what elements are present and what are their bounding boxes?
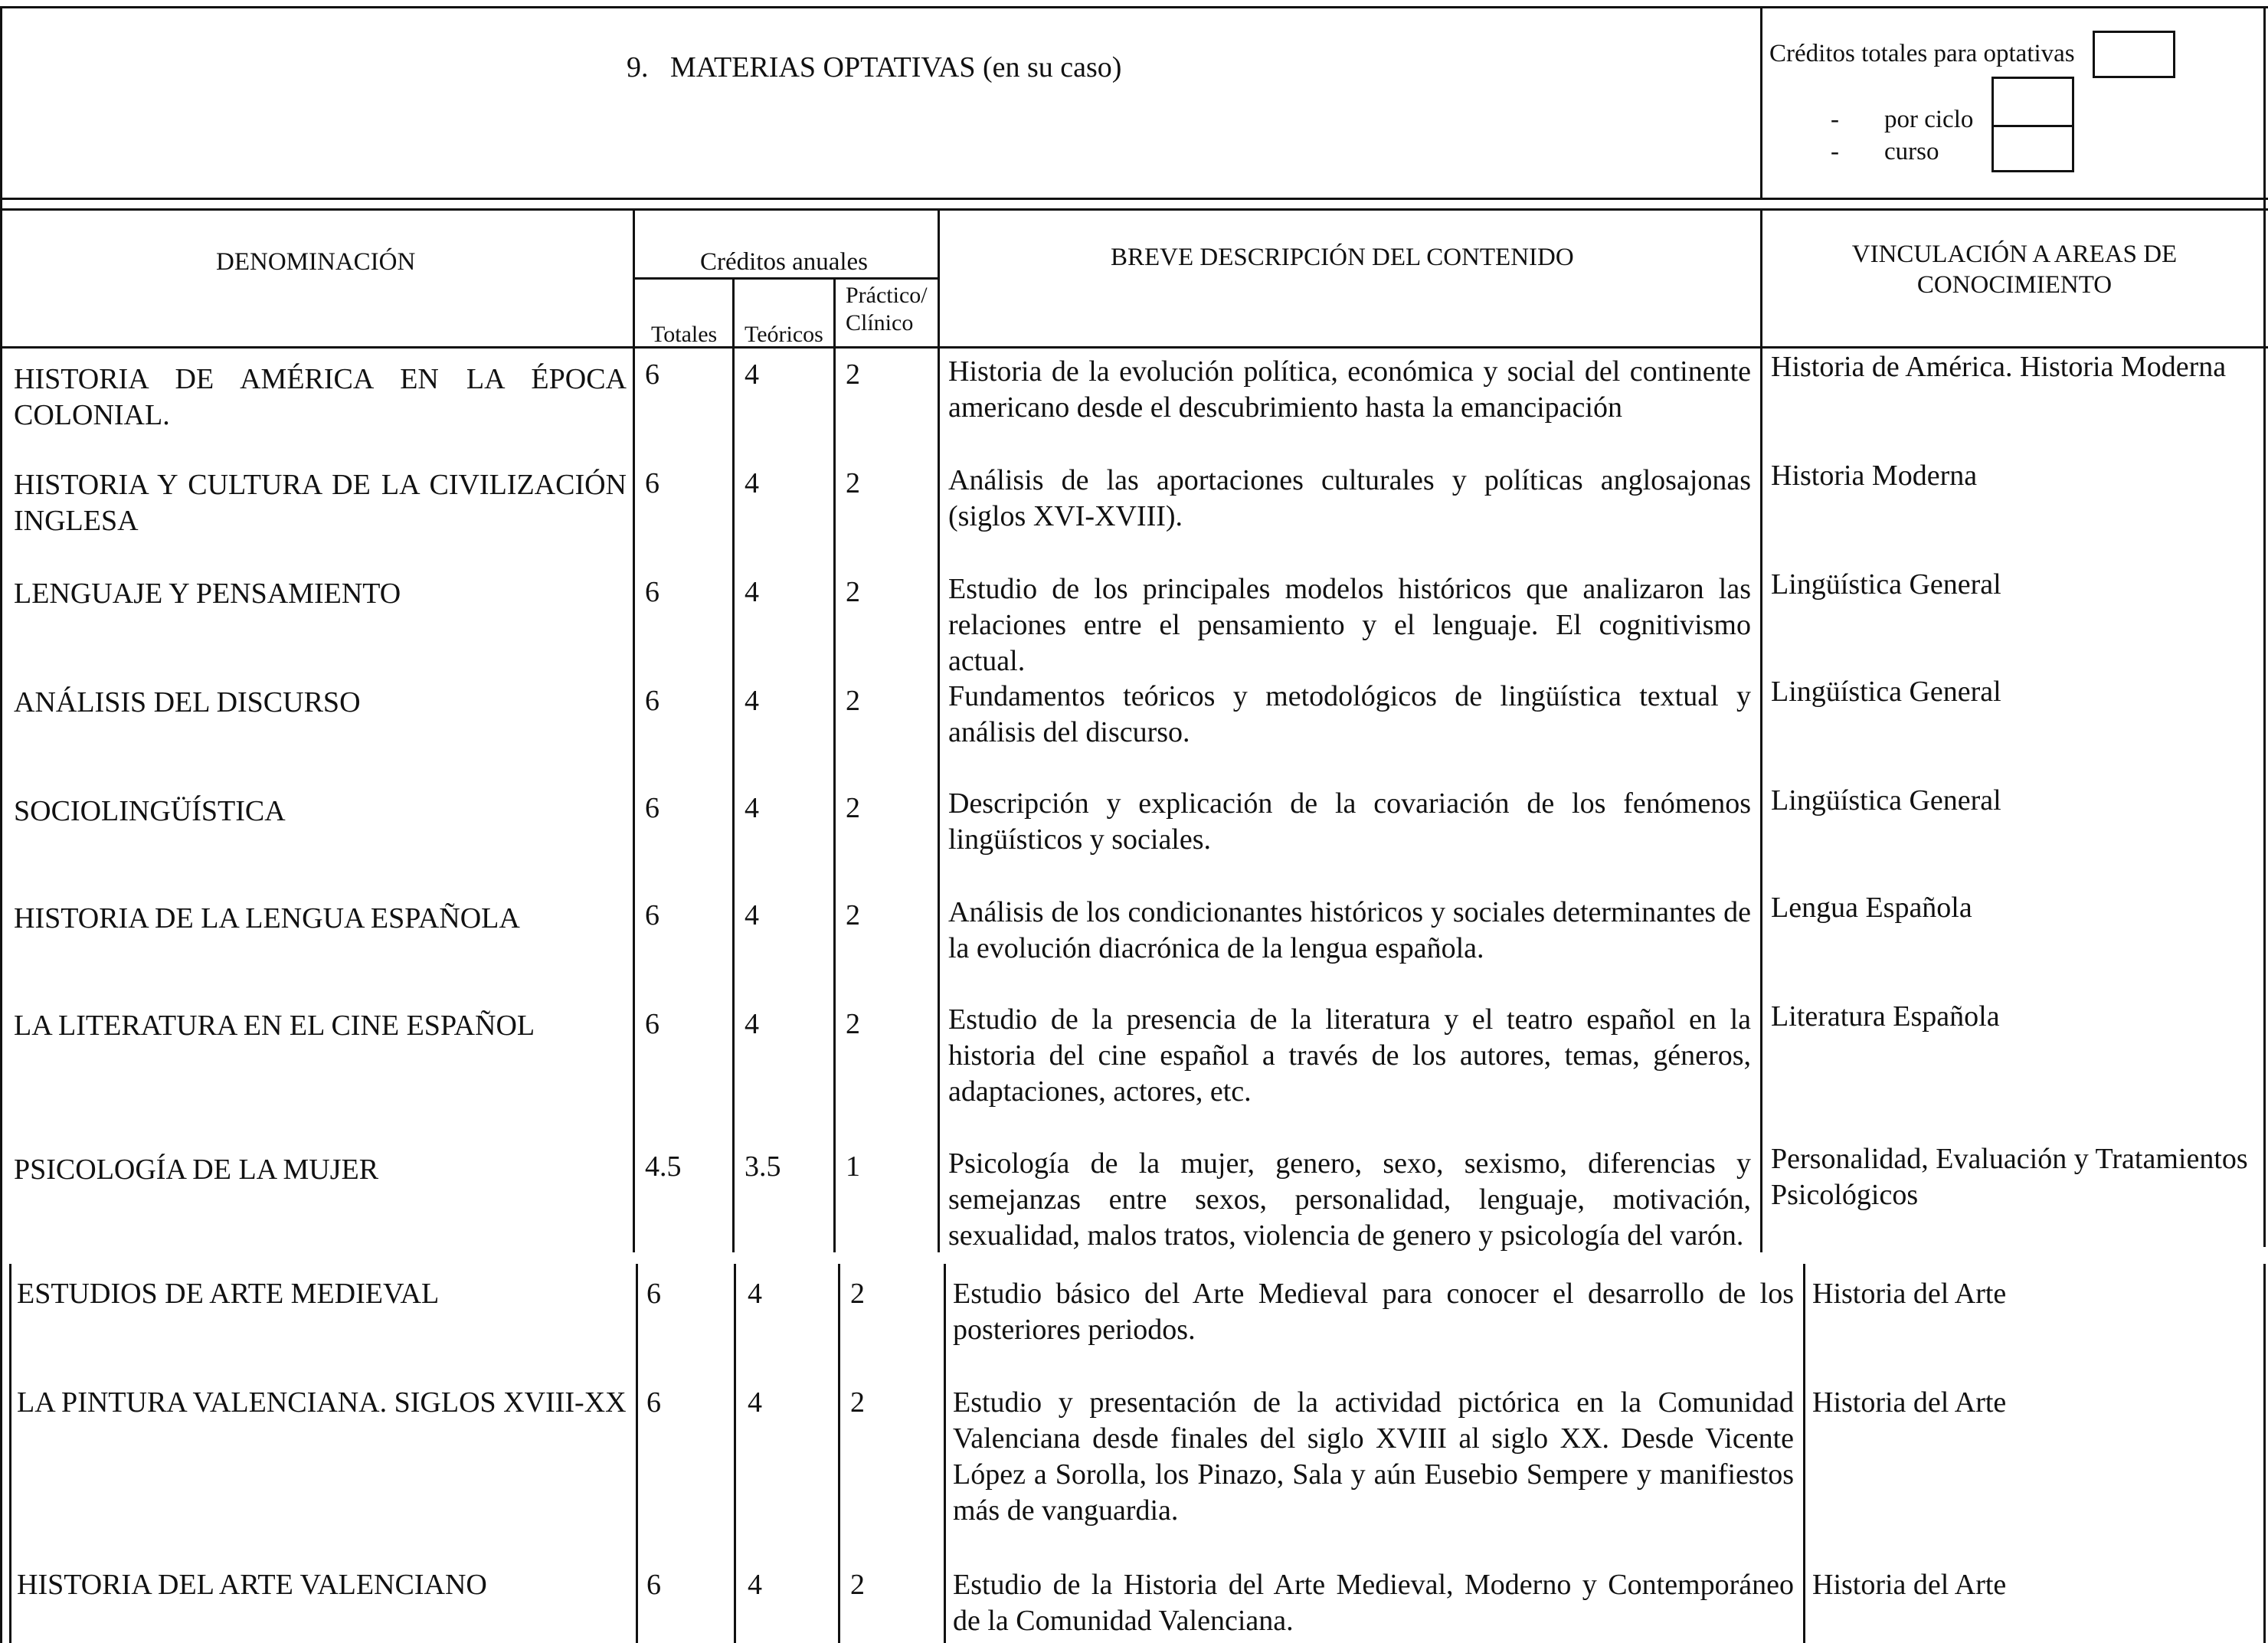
col-descripcion: BREVE DESCRIPCIÓN DEL CONTENIDO [1111, 244, 1574, 271]
col-line-2-hdr [732, 277, 735, 349]
row-4-practico: 2 [846, 685, 860, 717]
header-bottom-rule [0, 198, 2268, 200]
body-col-line-1b [636, 1264, 638, 1643]
row-7-teoricos: 4 [745, 1008, 759, 1040]
row-9-area: Historia del Arte [1812, 1278, 2007, 1310]
row-3-totales: 6 [645, 576, 659, 608]
right-border-upper [2263, 6, 2266, 1247]
row-5-practico: 2 [846, 792, 860, 824]
row-4-area: Lingüística General [1771, 676, 2001, 708]
row-10-description: Estudio y presentación de la actividad pictórica en la Comunidad Valenciana desde finales del siglo XVIII al siglo XX. Desde Vicente López a Sorolla, los Pinazo, Sala y aún Eusebio Sempere y manifiestos más de vanguardia. [953, 1386, 1794, 1527]
row-4-name: ANÁLISIS DEL DISCURSO [14, 686, 361, 718]
row-3-description: Estudio de los principales modelos históricos que analizaron las relaciones entre el pensamiento y el lenguaje. El cognitivismo actual. [948, 573, 1751, 677]
row-11-practico: 2 [850, 1569, 865, 1601]
body-col-line-1a [633, 349, 635, 1252]
credits-per-cycle-label: por ciclo [1884, 106, 1974, 133]
row-8-practico: 1 [846, 1150, 860, 1183]
row-6-name: HISTORIA DE LA LENGUA ESPAÑOLA [14, 902, 520, 934]
row-10-name: LA PINTURA VALENCIANA. SIGLOS XVIII-XX [17, 1386, 627, 1419]
row-3-area: Lingüística General [1771, 568, 2001, 601]
row-10-area: Historia del Arte [1812, 1386, 2007, 1419]
row-11-teoricos: 4 [748, 1569, 762, 1601]
body-right-border-b [2263, 1264, 2266, 1643]
body-col-line-4b [944, 1264, 946, 1643]
credits-per-cycle-input[interactable] [1991, 77, 2074, 127]
col-totales: Totales [651, 322, 718, 347]
column-header-bottom-rule [0, 346, 2268, 349]
credits-total-input[interactable] [2093, 31, 2175, 78]
row-6-description: Análisis de los condicionantes históricos y sociales determinantes de la evolución diacrónica de la lengua española. [948, 896, 1751, 964]
row-2-practico: 2 [846, 467, 860, 499]
row-9-practico: 2 [850, 1278, 865, 1310]
row-8-description: Psicología de la mujer, genero, sexo, sexismo, diferencias y semejanzas entre sexos, personalidad, lenguaje, motivación, sexualidad, malos tratos, violencia de genero y psicología del varón. [948, 1147, 1751, 1252]
row-9-name: ESTUDIOS DE ARTE MEDIEVAL [17, 1278, 440, 1310]
row-9-totales: 6 [646, 1278, 661, 1310]
row-1-totales: 6 [645, 358, 659, 391]
row-5-totales: 6 [645, 792, 659, 824]
row-4-totales: 6 [645, 685, 659, 717]
row-5-description: Descripción y explicación de la covariación de los fenómenos lingüísticos y sociales. [948, 787, 1751, 856]
row-11-name: HISTORIA DEL ARTE VALENCIANO [17, 1569, 487, 1601]
credits-course-input[interactable] [1991, 125, 2074, 172]
row-6-teoricos: 4 [745, 899, 759, 931]
col-line-3-hdr [833, 277, 836, 349]
row-9-teoricos: 4 [748, 1278, 762, 1310]
dash-1: - [1831, 106, 1839, 133]
left-border [0, 6, 2, 1643]
body-col-line-3b [838, 1264, 840, 1643]
row-7-totales: 6 [645, 1008, 659, 1040]
creditos-subheader-rule [633, 277, 938, 280]
row-6-area: Lengua Española [1771, 892, 1972, 924]
row-8-area: Personalidad, Evaluación y Tratamientos Psicológicos [1771, 1143, 2248, 1211]
body-col-line-2a [732, 349, 735, 1252]
row-4-description: Fundamentos teóricos y metodológicos de lingüística textual y análisis del discurso. [948, 680, 1751, 748]
row-5-teoricos: 4 [745, 792, 759, 824]
row-1-practico: 2 [846, 358, 860, 391]
row-8-name: PSICOLOGÍA DE LA MUJER [14, 1154, 379, 1186]
row-6-practico: 2 [846, 899, 860, 931]
row-1-teoricos: 4 [745, 358, 759, 391]
row-3-name: LENGUAJE Y PENSAMIENTO [14, 578, 401, 610]
row-11-description: Estudio de la Historia del Arte Medieval, Moderno y Contemporáneo de la Comunidad Valenciana. [953, 1569, 1794, 1637]
row-4-teoricos: 4 [745, 685, 759, 717]
col-line-4 [938, 208, 940, 349]
row-10-teoricos: 4 [748, 1386, 762, 1419]
row-1-area: Historia de América. Historia Moderna [1771, 351, 2227, 383]
col-denominacion: DENOMINACIÓN [216, 248, 416, 276]
body-col-line-3a [833, 349, 836, 1252]
body-col-line-4a [938, 349, 940, 1252]
row-1-name: HISTORIA DE AMÉRICA EN LA ÉPOCA COLONIAL. [14, 363, 627, 431]
row-6-totales: 6 [645, 899, 659, 931]
dash-2: - [1831, 138, 1839, 165]
credits-total-label: Créditos totales para optativas [1769, 40, 2075, 67]
row-2-name: HISTORIA Y CULTURA DE LA CIVILIZACIÓN INGLESA [14, 469, 627, 537]
column-header-top-rule [0, 208, 2268, 211]
row-2-area: Historia Moderna [1771, 460, 1978, 492]
col-practico: Práctico/ Clínico [846, 283, 928, 335]
credits-course-label: curso [1884, 138, 1939, 165]
row-11-area: Historia del Arte [1812, 1569, 2007, 1601]
row-5-area: Lingüística General [1771, 784, 2001, 817]
col-vinculacion: VINCULACIÓN A AREAS DE CONOCIMIENTO [1851, 241, 2178, 299]
row-11-totales: 6 [646, 1569, 661, 1601]
row-2-totales: 6 [645, 467, 659, 499]
row-7-name: LA LITERATURA EN EL CINE ESPAÑOL [14, 1010, 535, 1042]
row-7-practico: 2 [846, 1008, 860, 1040]
top-border [0, 6, 2268, 8]
header-divider [1760, 6, 1762, 199]
col-creditos-anuales: Créditos anuales [700, 248, 869, 276]
body-col-line-5a [1760, 349, 1762, 1252]
row-2-description: Análisis de las aportaciones culturales y políticas anglosajonas (siglos XVI-XVIII). [948, 464, 1751, 532]
col-teoricos: Teóricos [745, 322, 823, 347]
row-8-totales: 4.5 [645, 1150, 682, 1183]
row-7-area: Literatura Española [1771, 1000, 2000, 1033]
body-left-border-b [9, 1264, 11, 1643]
row-3-teoricos: 4 [745, 576, 759, 608]
row-8-teoricos: 3.5 [745, 1150, 781, 1183]
row-9-description: Estudio básico del Arte Medieval para conocer el desarrollo de los posteriores periodos. [953, 1278, 1794, 1346]
col-line-1 [633, 208, 635, 349]
body-col-line-2b [734, 1264, 736, 1643]
row-5-name: SOCIOLINGÜÍSTICA [14, 795, 286, 827]
row-3-practico: 2 [846, 576, 860, 608]
section-title: 9. MATERIAS OPTATIVAS (en su caso) [627, 51, 1122, 83]
row-2-teoricos: 4 [745, 467, 759, 499]
row-1-description: Historia de la evolución política, económica y social del continente americano desde el descubrimiento hasta la emancipación [948, 355, 1751, 424]
row-10-totales: 6 [646, 1386, 661, 1419]
row-10-practico: 2 [850, 1386, 865, 1419]
body-col-line-5b [1803, 1264, 1805, 1643]
row-7-description: Estudio de la presencia de la literatura y el teatro español en la historia del cine español a través de los autores, temas, géneros, adaptaciones, actores, etc. [948, 1003, 1751, 1108]
col-line-5 [1760, 208, 1762, 349]
